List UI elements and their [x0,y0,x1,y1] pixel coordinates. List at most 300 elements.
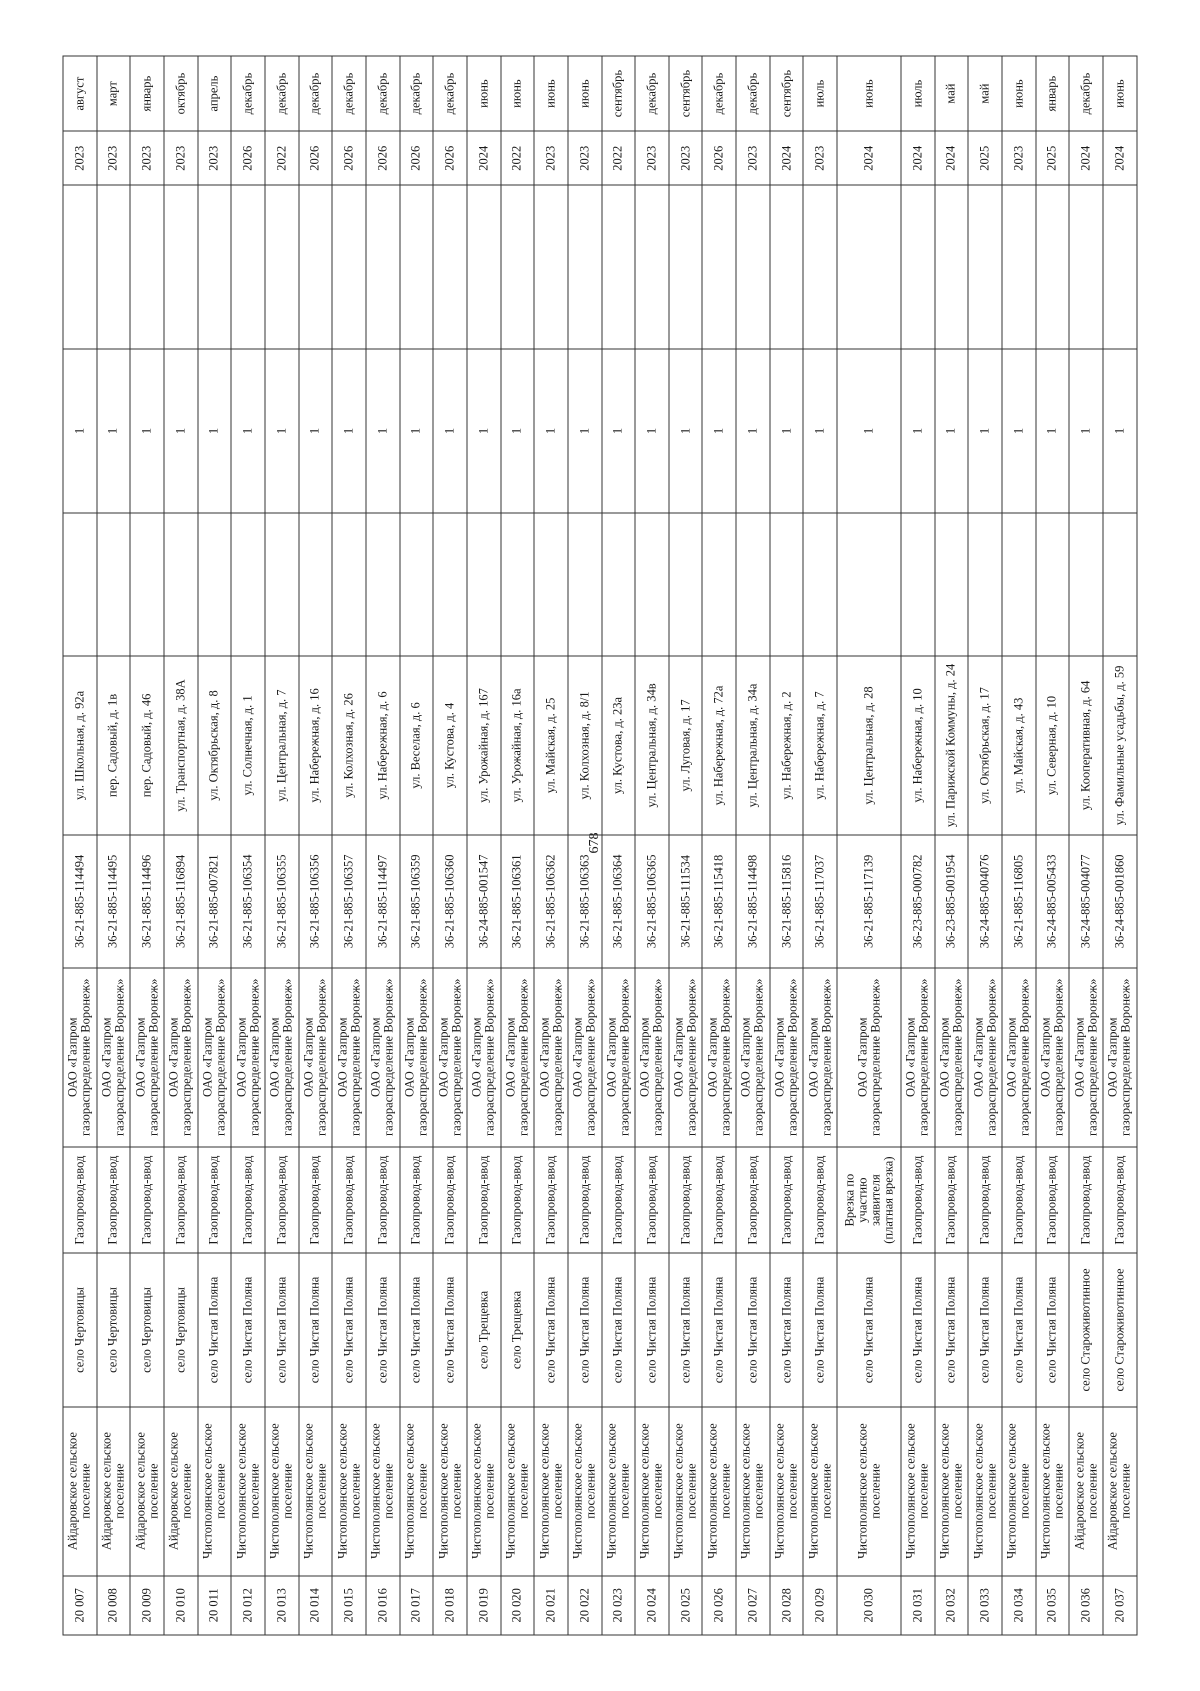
object-type-cell: Газопровод-ввод [63,1146,97,1252]
organization-cell: ОАО «Газпром газораспределение Воронеж» [198,967,232,1146]
month-cell: декабрь [433,56,467,131]
table-row [669,56,703,1635]
month-cell: июль [803,56,837,131]
locality-cell: село Чистая Поляна [332,1253,366,1406]
empty-cell [770,185,804,349]
object-type-cell: Газопровод-ввод [332,1146,366,1252]
settlement-cell: Чистополянское сельское поселение [332,1406,366,1575]
empty-cell [837,185,901,349]
locality-cell: село Чистая Поляна [702,1253,736,1406]
row-number: 20 030 [837,1575,901,1634]
empty-cell [534,512,568,655]
registry-code-cell: 36-21-885-106360 [433,835,467,967]
quantity-cell: 1 [299,349,333,513]
empty-cell [130,185,164,349]
settlement-cell: Чистополянское сельское поселение [901,1406,935,1575]
object-type-cell: Газопровод-ввод [1036,1146,1070,1252]
month-cell: декабрь [231,56,265,131]
month-cell: май [935,56,969,131]
month-cell: сентябрь [602,56,636,131]
empty-cell [669,512,703,655]
address-cell: пер. Садовый, д. 46 [130,655,164,834]
row-number: 20 027 [736,1575,770,1634]
settlement-cell: Чистополянское сельское поселение [968,1406,1002,1575]
object-type-cell: Газопровод-ввод [1069,1146,1103,1252]
organization-cell: ОАО «Газпром газораспределение Воронеж» [770,967,804,1146]
empty-cell [501,512,535,655]
quantity-cell: 1 [130,349,164,513]
address-cell: ул. Набережная, д. 16 [299,655,333,834]
object-type-cell: Врезка по участию заявителя (платная врезка) [837,1146,901,1252]
empty-cell [669,185,703,349]
table-row [1036,56,1070,1635]
address-cell: ул. Школьная, д. 92а [63,655,97,834]
locality-cell: село Чистая Поляна [635,1253,669,1406]
table-row [467,56,501,1635]
year-cell: 2026 [231,131,265,185]
year-cell: 2024 [901,131,935,185]
empty-cell [265,512,299,655]
table-row [702,56,736,1635]
year-cell: 2026 [366,131,400,185]
month-cell: декабрь [265,56,299,131]
empty-cell [130,512,164,655]
address-cell: ул. Фамильные усадьбы, д. 59 [1103,655,1137,834]
registry-code-cell: 36-21-885-106363 [568,835,602,967]
organization-cell: ОАО «Газпром газораспределение Воронеж» [130,967,164,1146]
settlement-cell: Чистополянское сельское поселение [702,1406,736,1575]
address-cell: ул. Парижской Коммуны, д. 24 [935,655,969,834]
page-number: 678 [587,832,602,854]
year-cell: 2023 [534,131,568,185]
row-number: 20 036 [1069,1575,1103,1634]
quantity-cell: 1 [635,349,669,513]
row-number: 20 019 [467,1575,501,1634]
month-cell: август [63,56,97,131]
locality-cell: село Чистая Поляна [736,1253,770,1406]
object-type-cell: Газопровод-ввод [968,1146,1002,1252]
row-number: 20 015 [332,1575,366,1634]
address-cell: ул. Урожайная, д. 16а [501,655,535,834]
empty-cell [968,512,1002,655]
table-row [602,56,636,1635]
locality-cell: село Староживотинное [1103,1253,1137,1406]
registry-code-cell: 36-24-885-001547 [467,835,501,967]
organization-cell: ОАО «Газпром газораспределение Воронеж» [400,967,434,1146]
table-row [231,56,265,1635]
row-number: 20 007 [63,1575,97,1634]
address-cell: ул. Центральная, д. 28 [837,655,901,834]
empty-cell [433,185,467,349]
address-cell: ул. Центральная, д. 34в [635,655,669,834]
year-cell: 2023 [736,131,770,185]
organization-cell: ОАО «Газпром газораспределение Воронеж» [97,967,131,1146]
table-row [265,56,299,1635]
object-type-cell: Газопровод-ввод [231,1146,265,1252]
year-cell: 2023 [63,131,97,185]
locality-cell: село Трещевка [501,1253,535,1406]
year-cell: 2024 [1069,131,1103,185]
settlement-cell: Чистополянское сельское поселение [568,1406,602,1575]
month-cell: декабрь [736,56,770,131]
month-cell: сентябрь [669,56,703,131]
quantity-cell: 1 [265,349,299,513]
quantity-cell: 1 [1103,349,1137,513]
object-type-cell: Газопровод-ввод [935,1146,969,1252]
month-cell: июль [901,56,935,131]
object-type-cell: Газопровод-ввод [1103,1146,1137,1252]
settlement-cell: Чистополянское сельское поселение [1036,1406,1070,1575]
address-cell: ул. Веселая, д. 6 [400,655,434,834]
empty-cell [635,185,669,349]
organization-cell: ОАО «Газпром газораспределение Воронеж» [467,967,501,1146]
settlement-cell: Чистополянское сельское поселение [837,1406,901,1575]
registry-code-cell: 36-21-885-114497 [366,835,400,967]
object-type-cell: Газопровод-ввод [1002,1146,1036,1252]
row-number: 20 034 [1002,1575,1036,1634]
empty-cell [803,512,837,655]
month-cell: декабрь [299,56,333,131]
object-type-cell: Газопровод-ввод [299,1146,333,1252]
table-row [837,56,901,1635]
registry-code-cell: 36-21-885-115816 [770,835,804,967]
empty-cell [231,512,265,655]
organization-cell: ОАО «Газпром газораспределение Воронеж» [702,967,736,1146]
empty-cell [968,185,1002,349]
organization-cell: ОАО «Газпром газораспределение Воронеж» [265,967,299,1146]
empty-cell [1069,512,1103,655]
settlement-cell: Чистополянское сельское поселение [803,1406,837,1575]
row-number: 20 018 [433,1575,467,1634]
quantity-cell: 1 [702,349,736,513]
object-type-cell: Газопровод-ввод [669,1146,703,1252]
locality-cell: село Староживотинное [1069,1253,1103,1406]
registry-code-cell: 36-23-885-000782 [901,835,935,967]
month-cell: июнь [534,56,568,131]
quantity-cell: 1 [935,349,969,513]
empty-cell [164,512,198,655]
row-number: 20 037 [1103,1575,1137,1634]
object-type-cell: Газопровод-ввод [501,1146,535,1252]
organization-cell: ОАО «Газпром газораспределение Воронеж» [803,967,837,1146]
year-cell: 2023 [568,131,602,185]
locality-cell: село Чистая Поляна [231,1253,265,1406]
registry-code-cell: 36-21-885-116805 [1002,835,1036,967]
registry-code-cell: 36-21-885-106354 [231,835,265,967]
settlement-cell: Чистополянское сельское поселение [265,1406,299,1575]
settlement-cell: Чистополянское сельское поселение [366,1406,400,1575]
empty-cell [366,185,400,349]
settlement-cell: Айдаровское сельское поселение [164,1406,198,1575]
quantity-cell: 1 [97,349,131,513]
locality-cell: село Трещевка [467,1253,501,1406]
empty-cell [299,512,333,655]
address-cell: ул. Центральная, д. 7 [265,655,299,834]
empty-cell [1002,185,1036,349]
year-cell: 2022 [501,131,535,185]
quantity-cell: 1 [433,349,467,513]
empty-cell [231,185,265,349]
settlement-cell: Чистополянское сельское поселение [467,1406,501,1575]
settlement-cell: Чистополянское сельское поселение [736,1406,770,1575]
row-number: 20 012 [231,1575,265,1634]
registry-code-cell: 36-21-885-114498 [736,835,770,967]
quantity-cell: 1 [1002,349,1036,513]
empty-cell [901,185,935,349]
month-cell: декабрь [702,56,736,131]
year-cell: 2024 [1103,131,1137,185]
settlement-cell: Чистополянское сельское поселение [400,1406,434,1575]
row-number: 20 022 [568,1575,602,1634]
empty-cell [736,512,770,655]
empty-cell [332,512,366,655]
empty-cell [602,512,636,655]
registry-code-cell: 36-23-885-001954 [935,835,969,967]
settlement-cell: Чистополянское сельское поселение [231,1406,265,1575]
object-type-cell: Газопровод-ввод [97,1146,131,1252]
address-cell: ул. Луговая, д. 17 [669,655,703,834]
address-cell: ул. Центральная, д. 34а [736,655,770,834]
settlement-cell: Чистополянское сельское поселение [433,1406,467,1575]
empty-cell [1103,185,1137,349]
empty-cell [736,185,770,349]
address-cell: ул. Транспортная, д. 38А [164,655,198,834]
empty-cell [602,185,636,349]
table-row [534,56,568,1635]
empty-cell [63,512,97,655]
locality-cell: село Чистая Поляна [1002,1253,1036,1406]
table-row [1103,56,1137,1635]
row-number: 20 014 [299,1575,333,1634]
object-type-cell: Газопровод-ввод [467,1146,501,1252]
address-cell: ул. Майская, д. 25 [534,655,568,834]
empty-cell [702,185,736,349]
empty-cell [935,185,969,349]
registry-code-cell: 36-21-885-114496 [130,835,164,967]
organization-cell: ОАО «Газпром газораспределение Воронеж» [1002,967,1036,1146]
quantity-cell: 1 [669,349,703,513]
month-cell: январь [130,56,164,131]
address-cell: пер. Садовый, д. 1в [97,655,131,834]
table-row [770,56,804,1635]
object-type-cell: Газопровод-ввод [702,1146,736,1252]
table-row [901,56,935,1635]
empty-cell [635,512,669,655]
year-cell: 2023 [97,131,131,185]
empty-cell [164,185,198,349]
settlement-cell: Чистополянское сельское поселение [935,1406,969,1575]
organization-cell: ОАО «Газпром газораспределение Воронеж» [635,967,669,1146]
settlement-cell: Айдаровское сельское поселение [1103,1406,1137,1575]
settlement-cell: Айдаровское сельское поселение [97,1406,131,1575]
organization-cell: ОАО «Газпром газораспределение Воронеж» [837,967,901,1146]
empty-cell [568,512,602,655]
object-type-cell: Газопровод-ввод [265,1146,299,1252]
organization-cell: ОАО «Газпром газораспределение Воронеж» [602,967,636,1146]
year-cell: 2024 [467,131,501,185]
object-type-cell: Газопровод-ввод [130,1146,164,1252]
quantity-cell: 1 [534,349,568,513]
address-cell: ул. Набережная, д. 10 [901,655,935,834]
empty-cell [433,512,467,655]
empty-cell [837,512,901,655]
year-cell: 2022 [265,131,299,185]
year-cell: 2022 [602,131,636,185]
address-cell: ул. Набережная, д. 6 [366,655,400,834]
empty-cell [901,512,935,655]
address-cell: ул. Майская, д. 43 [1002,655,1036,834]
month-cell: декабрь [400,56,434,131]
month-cell: июнь [1002,56,1036,131]
quantity-cell: 1 [602,349,636,513]
registry-code-cell: 36-21-885-115418 [702,835,736,967]
organization-cell: ОАО «Газпром газораспределение Воронеж» [1103,967,1137,1146]
month-cell: октябрь [164,56,198,131]
locality-cell: село Чистая Поляна [366,1253,400,1406]
month-cell: январь [1036,56,1070,131]
registry-code-cell: 36-21-885-111534 [669,835,703,967]
object-type-cell: Газопровод-ввод [770,1146,804,1252]
organization-cell: ОАО «Газпром газораспределение Воронеж» [299,967,333,1146]
locality-cell: село Чистая Поляна [837,1253,901,1406]
quantity-cell: 1 [63,349,97,513]
table-row [164,56,198,1635]
locality-cell: село Чертовицы [97,1253,131,1406]
table-row [568,56,602,1635]
row-number: 20 009 [130,1575,164,1634]
row-number: 20 026 [702,1575,736,1634]
quantity-cell: 1 [198,349,232,513]
registry-code-cell: 36-21-885-114495 [97,835,131,967]
object-type-cell: Газопровод-ввод [534,1146,568,1252]
locality-cell: село Чистая Поляна [198,1253,232,1406]
year-cell: 2025 [968,131,1002,185]
locality-cell: село Чертовицы [63,1253,97,1406]
locality-cell: село Чистая Поляна [568,1253,602,1406]
registry-code-cell: 36-24-885-004076 [968,835,1002,967]
document-table-wrapper [63,55,1138,1635]
empty-cell [366,512,400,655]
quantity-cell: 1 [501,349,535,513]
empty-cell [299,185,333,349]
organization-cell: ОАО «Газпром газораспределение Воронеж» [968,967,1002,1146]
table-body [63,56,1137,1635]
registry-code-cell: 36-21-885-114494 [63,835,97,967]
organization-cell: ОАО «Газпром газораспределение Воронеж» [501,967,535,1146]
settlement-cell: Чистополянское сельское поселение [534,1406,568,1575]
row-number: 20 025 [669,1575,703,1634]
empty-cell [702,512,736,655]
organization-cell: ОАО «Газпром газораспределение Воронеж» [736,967,770,1146]
year-cell: 2026 [702,131,736,185]
table-row [935,56,969,1635]
object-type-cell: Газопровод-ввод [736,1146,770,1252]
registry-code-cell: 36-21-885-117139 [837,835,901,967]
organization-cell: ОАО «Газпром газораспределение Воронеж» [63,967,97,1146]
quantity-cell: 1 [1069,349,1103,513]
year-cell: 2024 [770,131,804,185]
locality-cell: село Чистая Поляна [968,1253,1002,1406]
year-cell: 2023 [635,131,669,185]
month-cell: июнь [1103,56,1137,131]
address-cell: ул. Октябрьская, д. 17 [968,655,1002,834]
row-number: 20 028 [770,1575,804,1634]
row-number: 20 017 [400,1575,434,1634]
object-type-cell: Газопровод-ввод [366,1146,400,1252]
object-type-cell: Газопровод-ввод [400,1146,434,1252]
locality-cell: село Чистая Поляна [803,1253,837,1406]
address-cell: ул. Октябрьская, д. 8 [198,655,232,834]
locality-cell: село Чистая Поляна [770,1253,804,1406]
organization-cell: ОАО «Газпром газораспределение Воронеж» [935,967,969,1146]
year-cell: 2023 [130,131,164,185]
settlement-cell: Чистополянское сельское поселение [198,1406,232,1575]
empty-cell [501,185,535,349]
row-number: 20 016 [366,1575,400,1634]
settlement-cell: Чистополянское сельское поселение [602,1406,636,1575]
registry-code-cell: 36-21-885-106357 [332,835,366,967]
year-cell: 2026 [332,131,366,185]
settlement-cell: Чистополянское сельское поселение [1002,1406,1036,1575]
row-number: 20 010 [164,1575,198,1634]
table-row [63,56,97,1635]
table-row [635,56,669,1635]
locality-cell: село Чистая Поляна [901,1253,935,1406]
table-row [198,56,232,1635]
quantity-cell: 1 [803,349,837,513]
empty-cell [803,185,837,349]
registry-code-cell: 36-21-885-106364 [602,835,636,967]
organization-cell: ОАО «Газпром газораспределение Воронеж» [366,967,400,1146]
empty-cell [1069,185,1103,349]
registry-code-cell: 36-21-885-106365 [635,835,669,967]
year-cell: 2023 [669,131,703,185]
registry-code-cell: 36-21-885-106359 [400,835,434,967]
object-type-cell: Газопровод-ввод [164,1146,198,1252]
address-cell: ул. Кустова, д. 23а [602,655,636,834]
registry-code-cell: 36-21-885-117037 [803,835,837,967]
table-row [97,56,131,1635]
quantity-cell: 1 [164,349,198,513]
registry-code-cell: 36-24-885-005433 [1036,835,1070,967]
empty-cell [1103,512,1137,655]
address-cell: ул. Солнечная, д. 1 [231,655,265,834]
organization-cell: ОАО «Газпром газораспределение Воронеж» [1069,967,1103,1146]
locality-cell: село Чистая Поляна [935,1253,969,1406]
settlement-cell: Чистополянское сельское поселение [669,1406,703,1575]
month-cell: июнь [501,56,535,131]
empty-cell [568,185,602,349]
locality-cell: село Чистая Поляна [1036,1253,1070,1406]
object-type-cell: Газопровод-ввод [635,1146,669,1252]
row-number: 20 035 [1036,1575,1070,1634]
organization-cell: ОАО «Газпром газораспределение Воронеж» [568,967,602,1146]
address-cell: ул. Набережная, д. 2 [770,655,804,834]
row-number: 20 023 [602,1575,636,1634]
quantity-cell: 1 [366,349,400,513]
month-cell: декабрь [1069,56,1103,131]
year-cell: 2026 [299,131,333,185]
settlement-cell: Айдаровское сельское поселение [1069,1406,1103,1575]
address-cell: ул. Урожайная, д. 167 [467,655,501,834]
registry-code-cell: 36-21-885-007821 [198,835,232,967]
organization-cell: ОАО «Газпром газораспределение Воронеж» [1036,967,1070,1146]
month-cell: декабрь [366,56,400,131]
empty-cell [467,185,501,349]
table-row [1069,56,1103,1635]
object-type-cell: Газопровод-ввод [198,1146,232,1252]
month-cell: апрель [198,56,232,131]
